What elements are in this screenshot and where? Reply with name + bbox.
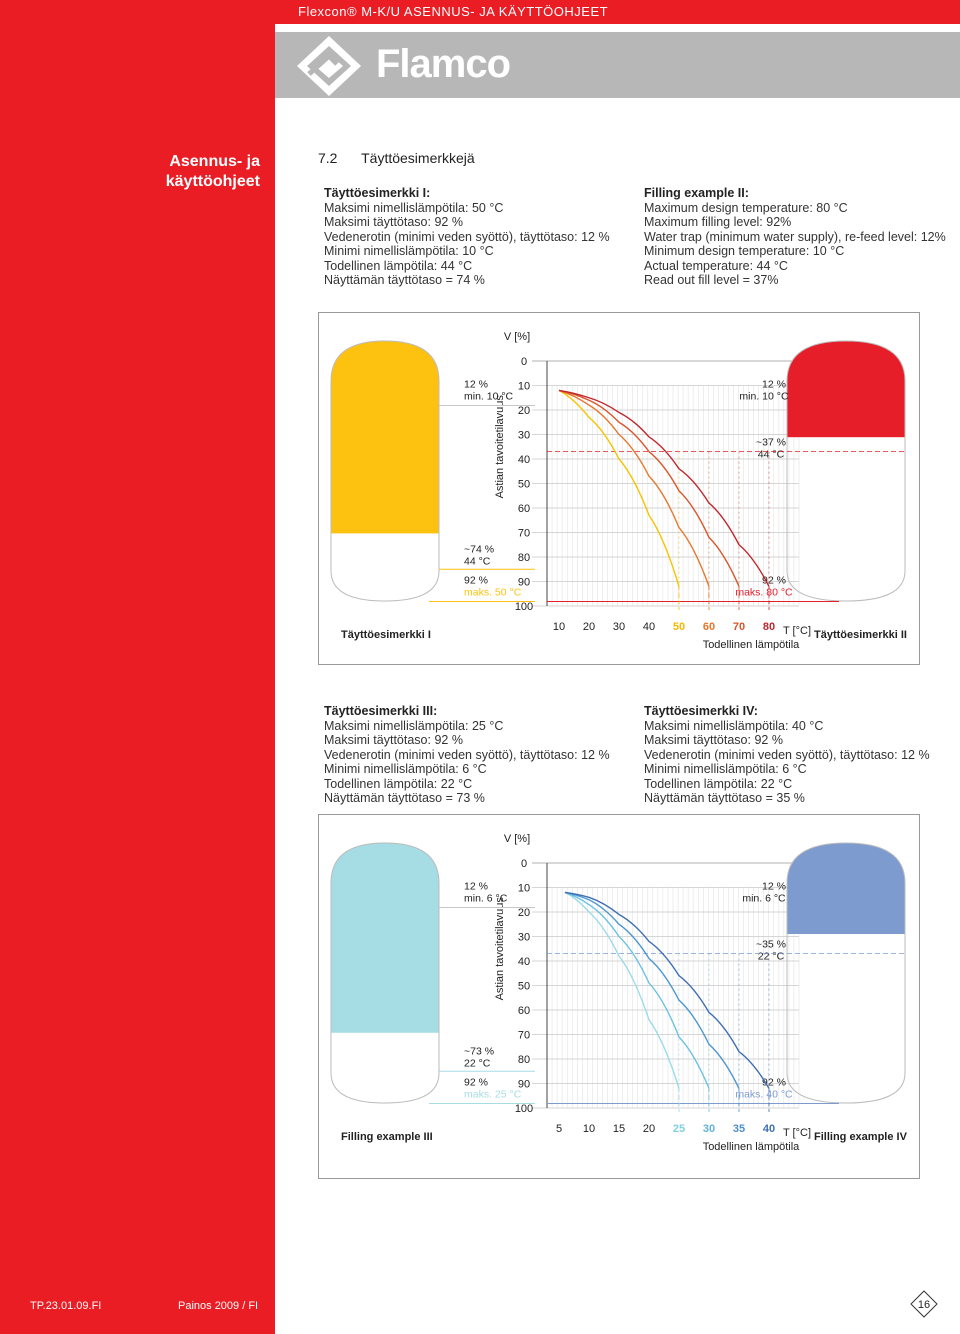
left-top-percent: 12 % (464, 880, 488, 893)
example3-heading: Täyttöesimerkki III: (324, 704, 438, 718)
x-tick-label: 15 (612, 1123, 626, 1135)
left-mid-temp: 22 °C (464, 1057, 491, 1070)
fill-level-chart-2 (319, 815, 919, 1178)
y-tick-label: 80 (517, 552, 531, 564)
left-bottom-percent: 92 % (464, 574, 488, 587)
x-tick-label: 70 (732, 621, 746, 633)
right-bottom-temp: maks. 40 °C (735, 1088, 793, 1101)
example4-line: Maksimi nimellislämpötila: 40 °C (644, 718, 824, 733)
figure-1 (318, 312, 920, 665)
example1-line: Minimi nimellislämpötila: 10 °C (324, 244, 494, 258)
section-heading (318, 150, 475, 166)
example2-line: Maximum design temperature: 80 °C (644, 200, 848, 215)
figure-2 (318, 814, 920, 1179)
x-tick-label: 60 (702, 621, 716, 633)
right-vessel-fill (787, 843, 905, 934)
y-tick-label: 80 (517, 1054, 531, 1066)
example3-line: Todellinen lämpötila: 22 °C (324, 776, 473, 791)
left-top-percent: 12 % (464, 378, 488, 391)
example1-line: Vedenerotin (minimi veden syöttö), täyttötaso: 12 % (324, 229, 610, 244)
example4-line: Maksimi täyttötaso: 92 % (644, 733, 783, 747)
y-tick-label: 0 (520, 858, 528, 870)
fill-level-chart-1 (319, 313, 919, 664)
y-axis-title: Astian tavoitetilavuus (494, 395, 506, 499)
example2-line: Read out fill level = 37% (644, 273, 779, 287)
example1-line: Maksimi nimellislämpötila: 50 °C (324, 200, 504, 215)
y-axis-title: Astian tavoitetilavuus (494, 897, 506, 1001)
example4-heading: Täyttöesimerkki IV: (644, 704, 758, 718)
logo-text: Flamco (376, 42, 511, 86)
right-vessel (787, 341, 905, 601)
sidebar-title-line1: Asennus- ja (169, 153, 260, 170)
left-vessel-fill (331, 843, 439, 1033)
x-tick-label: 20 (642, 1123, 656, 1135)
example3-line: Minimi nimellislämpötila: 6 °C (324, 762, 487, 776)
example3-text (324, 704, 610, 806)
example3-line: Maksimi nimellislämpötila: 25 °C (324, 718, 504, 733)
x-axis-unit: T [°C] (782, 625, 812, 637)
right-bottom-percent: 92 % (762, 574, 786, 587)
y-tick-label: 20 (517, 907, 531, 919)
section-title: Täyttöesimerkkejä (361, 150, 475, 166)
left-bottom-percent: 92 % (464, 1076, 488, 1089)
y-tick-label: 10 (517, 882, 531, 895)
example1-line: Näyttämän täyttötaso = 74 % (324, 273, 485, 287)
right-top-percent: 12 % (762, 378, 786, 391)
y-tick-label: 90 (517, 1078, 531, 1091)
x-tick-label: 25 (672, 1123, 686, 1135)
x-tick-label: 5 (555, 1123, 563, 1135)
x-tick-label: 10 (582, 1123, 596, 1135)
right-mid-percent: ~35 % (755, 938, 787, 951)
y-tick-label: 10 (517, 380, 531, 393)
example1-line: Todellinen lämpötila: 44 °C (324, 258, 473, 273)
example1-line: Maksimi täyttötaso: 92 % (324, 215, 463, 229)
right-bottom-temp: maks. 80 °C (735, 586, 793, 599)
page-number: 16 (917, 1299, 931, 1311)
example2-line: Maximum filling level: 92% (644, 215, 792, 229)
page-number-badge (910, 1290, 938, 1318)
right-mid-percent: ~37 % (755, 436, 787, 449)
right-mid-temp: 44 °C (757, 448, 785, 461)
y-tick-label: 30 (517, 429, 531, 442)
example3-line: Vedenerotin (minimi veden syöttö), täyttötaso: 12 % (324, 747, 610, 762)
left-vessel (331, 843, 439, 1103)
y-tick-label: 0 (520, 356, 528, 368)
example4-text (644, 704, 930, 806)
right-vessel (787, 843, 905, 1103)
y-tick-label: 60 (517, 503, 531, 515)
right-vessel-fill (787, 341, 905, 437)
y-tick-label: 40 (517, 956, 531, 968)
left-mid-percent: ~73 % (464, 1045, 495, 1058)
x-tick-label: 35 (732, 1123, 746, 1135)
example4-line: Todellinen lämpötila: 22 °C (644, 776, 793, 791)
left-vessel-caption: Filling example III (341, 1131, 433, 1143)
x-axis-unit: T [°C] (782, 1127, 812, 1139)
right-top-temp: min. 6 °C (742, 892, 786, 905)
left-bottom-temp: maks. 50 °C (464, 586, 522, 599)
right-top-percent: 12 % (762, 880, 786, 893)
x-tick-label: 30 (612, 621, 626, 633)
x-axis-label: Todellinen lämpötila (702, 639, 800, 651)
left-top-temp: min. 6 °C (464, 892, 508, 905)
left-vessel (331, 341, 439, 601)
y-tick-label: 30 (517, 931, 531, 944)
example1-text (324, 186, 610, 288)
example2-line: Water trap (minimum water supply), re-feed level: 12% (644, 229, 946, 244)
x-tick-label: 40 (642, 621, 656, 633)
right-vessel-caption: Filling example IV (814, 1131, 907, 1143)
left-mid-percent: ~74 % (464, 543, 495, 556)
sidebar-title-line2: käyttöohjeet (165, 173, 260, 190)
example2-line: Minimum design temperature: 10 °C (644, 244, 845, 258)
x-tick-label: 80 (762, 621, 776, 633)
x-tick-label: 50 (672, 621, 686, 633)
y-axis-label: V [%] (503, 833, 531, 845)
y-tick-label: 70 (517, 527, 531, 540)
section-number: 7.2 (318, 150, 338, 166)
right-vessel-caption: Täyttöesimerkki II (814, 629, 907, 641)
x-tick-label: 20 (582, 621, 596, 633)
example2-line: Actual temperature: 44 °C (644, 258, 788, 273)
left-vessel-fill (331, 341, 439, 533)
right-bottom-percent: 92 % (762, 1076, 786, 1089)
example2-heading: Filling example II: (644, 186, 749, 200)
footer-code: TP.23.01.09.FI (30, 1300, 102, 1312)
right-top-temp: min. 10 °C (739, 390, 789, 403)
right-mid-temp: 22 °C (757, 950, 785, 963)
sidebar-title (160, 152, 260, 192)
y-axis-label: V [%] (503, 331, 531, 343)
left-top-temp: min. 10 °C (464, 390, 514, 403)
left-vessel-caption: Täyttöesimerkki I (341, 629, 431, 641)
example4-line: Näyttämän täyttötaso = 35 % (644, 791, 805, 805)
header-title: Flexcon® M-K/U ASENNUS- JA KÄYTTÖOHJEET (298, 4, 609, 19)
y-tick-label: 60 (517, 1005, 531, 1017)
x-tick-label: 10 (552, 621, 566, 633)
left-bottom-temp: maks. 25 °C (464, 1088, 522, 1101)
sidebar (0, 24, 275, 1334)
example3-line: Näyttämän täyttötaso = 73 % (324, 791, 485, 805)
x-tick-label: 40 (762, 1123, 776, 1135)
example4-line: Vedenerotin (minimi veden syöttö), täyttötaso: 12 % (644, 747, 930, 762)
x-axis-label: Todellinen lämpötila (702, 1141, 800, 1153)
y-tick-label: 100 (514, 601, 534, 613)
y-tick-label: 100 (514, 1103, 534, 1115)
example3-line: Maksimi täyttötaso: 92 % (324, 733, 463, 747)
y-tick-label: 40 (517, 454, 531, 466)
flamco-logo-icon (293, 34, 365, 98)
footer-edition: Painos 2009 / FI (178, 1300, 259, 1312)
y-tick-label: 70 (517, 1029, 531, 1042)
x-tick-label: 30 (702, 1123, 716, 1135)
example2-text (644, 186, 946, 288)
y-tick-label: 50 (517, 478, 531, 491)
y-tick-label: 20 (517, 405, 531, 417)
y-tick-label: 50 (517, 980, 531, 993)
y-tick-label: 90 (517, 576, 531, 589)
left-mid-temp: 44 °C (464, 555, 491, 568)
example1-heading: Täyttöesimerkki I: (324, 186, 431, 200)
example4-line: Minimi nimellislämpötila: 6 °C (644, 762, 807, 776)
